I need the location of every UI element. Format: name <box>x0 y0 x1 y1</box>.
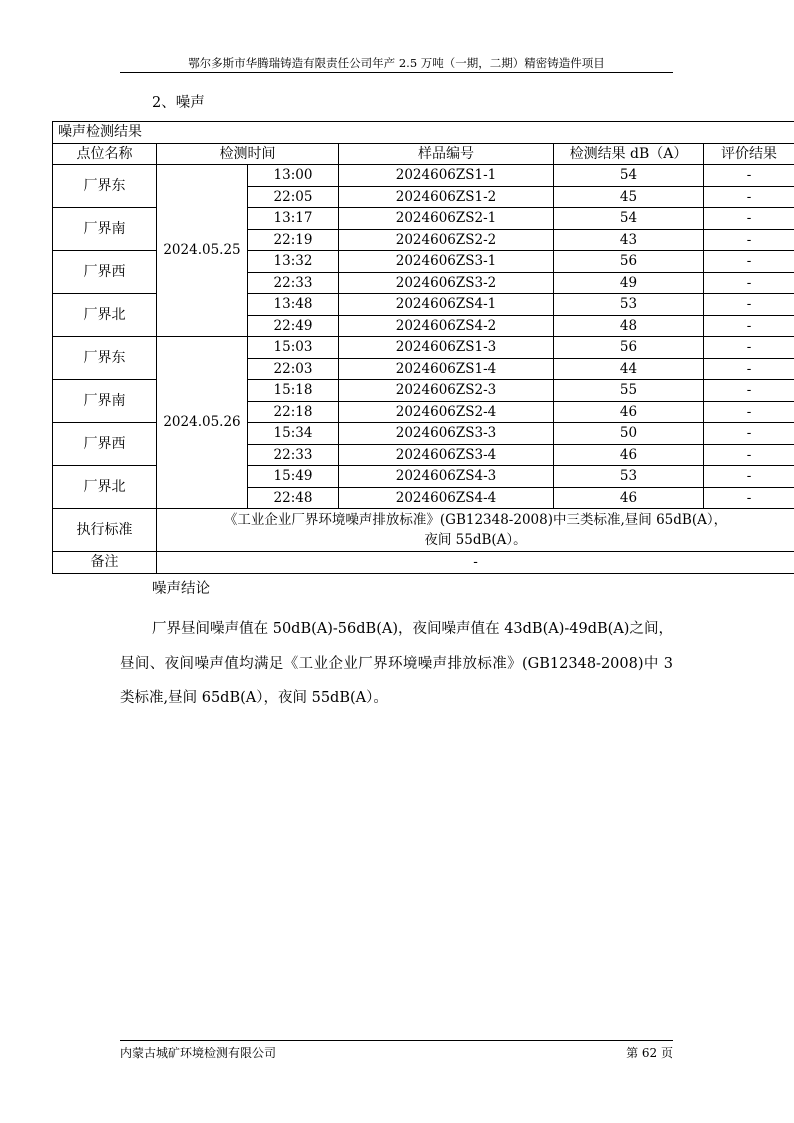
result-cell: 50 <box>554 423 704 445</box>
test-time-cell: 13:17 <box>248 208 339 230</box>
test-time-cell: 22:03 <box>248 358 339 380</box>
standard-row <box>53 509 794 552</box>
sample-id-cell: 2024606ZS3-2 <box>339 272 554 294</box>
result-cell: 46 <box>554 444 704 466</box>
conclusion-title: 噪声结论 <box>152 581 210 597</box>
table-caption-row <box>53 122 794 144</box>
evaluation-cell: - <box>704 208 794 230</box>
evaluation-cell: - <box>704 401 794 423</box>
sample-id-cell: 2024606ZS3-4 <box>339 444 554 466</box>
result-cell: 44 <box>554 358 704 380</box>
table-header-row <box>53 143 794 165</box>
header-evaluation: 评价结果 <box>704 143 794 165</box>
point-name-cell: 厂界东 <box>53 165 157 208</box>
result-cell: 49 <box>554 272 704 294</box>
evaluation-cell: - <box>704 337 794 359</box>
sample-id-cell: 2024606ZS2-3 <box>339 380 554 402</box>
result-cell: 54 <box>554 208 704 230</box>
test-time-cell: 22:33 <box>248 444 339 466</box>
sample-id-cell: 2024606ZS3-3 <box>339 423 554 445</box>
test-time-cell: 13:00 <box>248 165 339 187</box>
point-name-cell: 厂界东 <box>53 337 157 380</box>
standard-text-line-1: 《工业企业厂界环境噪声排放标准》(GB12348-2008)中三类标准,昼间 65dB(A）， <box>223 512 728 528</box>
evaluation-cell: - <box>704 165 794 187</box>
header-point-name: 点位名称 <box>53 143 157 165</box>
test-time-cell: 15:18 <box>248 380 339 402</box>
test-time-cell: 22:48 <box>248 487 339 509</box>
test-time-cell: 15:49 <box>248 466 339 488</box>
evaluation-cell: - <box>704 186 794 208</box>
footer-divider <box>120 1040 673 1041</box>
header-result: 检测结果 dB（A） <box>554 143 704 165</box>
result-cell: 56 <box>554 337 704 359</box>
sample-id-cell: 2024606ZS1-4 <box>339 358 554 380</box>
test-date-cell: 2024.05.26 <box>157 337 248 509</box>
sample-id-cell: 2024606ZS2-4 <box>339 401 554 423</box>
footer-company: 内蒙古城矿环境检测有限公司 <box>120 1046 277 1060</box>
footer-page-number: 第 62 页 <box>626 1046 673 1060</box>
evaluation-cell: - <box>704 251 794 273</box>
section-title: 2、噪声 <box>152 95 205 111</box>
point-name-cell: 厂界西 <box>53 251 157 294</box>
evaluation-cell: - <box>704 315 794 337</box>
noise-results-table <box>52 121 794 574</box>
test-time-cell: 22:18 <box>248 401 339 423</box>
sample-id-cell: 2024606ZS2-2 <box>339 229 554 251</box>
standard-text <box>157 509 794 552</box>
conclusion-paragraph: 厂界昼间噪声值在 50dB(A)-56dB(A)，夜间噪声值在 43dB(A)-49dB(A)之间，昼间、夜间噪声值均满足《工业企业厂界环境噪声排放标准》(GB12348-2008)中 3 类标准,昼间 65dB(A），夜间 55dB(A）。 <box>120 621 673 706</box>
standard-label: 执行标准 <box>53 509 157 552</box>
test-time-cell: 13:32 <box>248 251 339 273</box>
header-sample-id: 样品编号 <box>339 143 554 165</box>
sample-id-cell: 2024606ZS4-4 <box>339 487 554 509</box>
test-date-cell: 2024.05.25 <box>157 165 248 337</box>
test-time-cell: 15:34 <box>248 423 339 445</box>
result-cell: 46 <box>554 487 704 509</box>
header-divider <box>120 72 673 73</box>
table-caption: 噪声检测结果 <box>53 122 794 144</box>
remark-label: 备注 <box>53 552 157 574</box>
result-cell: 56 <box>554 251 704 273</box>
result-cell: 46 <box>554 401 704 423</box>
header-test-time: 检测时间 <box>157 143 339 165</box>
point-name-cell: 厂界南 <box>53 380 157 423</box>
evaluation-cell: - <box>704 380 794 402</box>
point-name-cell: 厂界南 <box>53 208 157 251</box>
evaluation-cell: - <box>704 423 794 445</box>
evaluation-cell: - <box>704 272 794 294</box>
sample-id-cell: 2024606ZS1-1 <box>339 165 554 187</box>
point-name-cell: 厂界西 <box>53 423 157 466</box>
sample-id-cell: 2024606ZS4-1 <box>339 294 554 316</box>
remark-row <box>53 552 794 574</box>
sample-id-cell: 2024606ZS4-3 <box>339 466 554 488</box>
sample-id-cell: 2024606ZS1-2 <box>339 186 554 208</box>
result-cell: 45 <box>554 186 704 208</box>
evaluation-cell: - <box>704 466 794 488</box>
result-cell: 53 <box>554 466 704 488</box>
sample-id-cell: 2024606ZS3-1 <box>339 251 554 273</box>
sample-id-cell: 2024606ZS4-2 <box>339 315 554 337</box>
test-time-cell: 15:03 <box>248 337 339 359</box>
result-cell: 53 <box>554 294 704 316</box>
table-row <box>53 165 794 187</box>
test-time-cell: 22:49 <box>248 315 339 337</box>
test-time-cell: 22:33 <box>248 272 339 294</box>
point-name-cell: 厂界北 <box>53 466 157 509</box>
evaluation-cell: - <box>704 444 794 466</box>
result-cell: 54 <box>554 165 704 187</box>
table-row <box>53 337 794 359</box>
standard-text-line-2: 夜间 55dB(A）。 <box>424 532 527 548</box>
test-time-cell: 22:19 <box>248 229 339 251</box>
sample-id-cell: 2024606ZS1-3 <box>339 337 554 359</box>
evaluation-cell: - <box>704 229 794 251</box>
remark-value: - <box>157 552 794 574</box>
result-cell: 43 <box>554 229 704 251</box>
page-header-title: 鄂尔多斯市华腾瑞铸造有限责任公司年产 2.5 万吨（一期，二期）精密铸造件项目 <box>188 56 605 70</box>
evaluation-cell: - <box>704 487 794 509</box>
result-cell: 55 <box>554 380 704 402</box>
evaluation-cell: - <box>704 358 794 380</box>
test-time-cell: 22:05 <box>248 186 339 208</box>
test-time-cell: 13:48 <box>248 294 339 316</box>
sample-id-cell: 2024606ZS2-1 <box>339 208 554 230</box>
point-name-cell: 厂界北 <box>53 294 157 337</box>
result-cell: 48 <box>554 315 704 337</box>
evaluation-cell: - <box>704 294 794 316</box>
